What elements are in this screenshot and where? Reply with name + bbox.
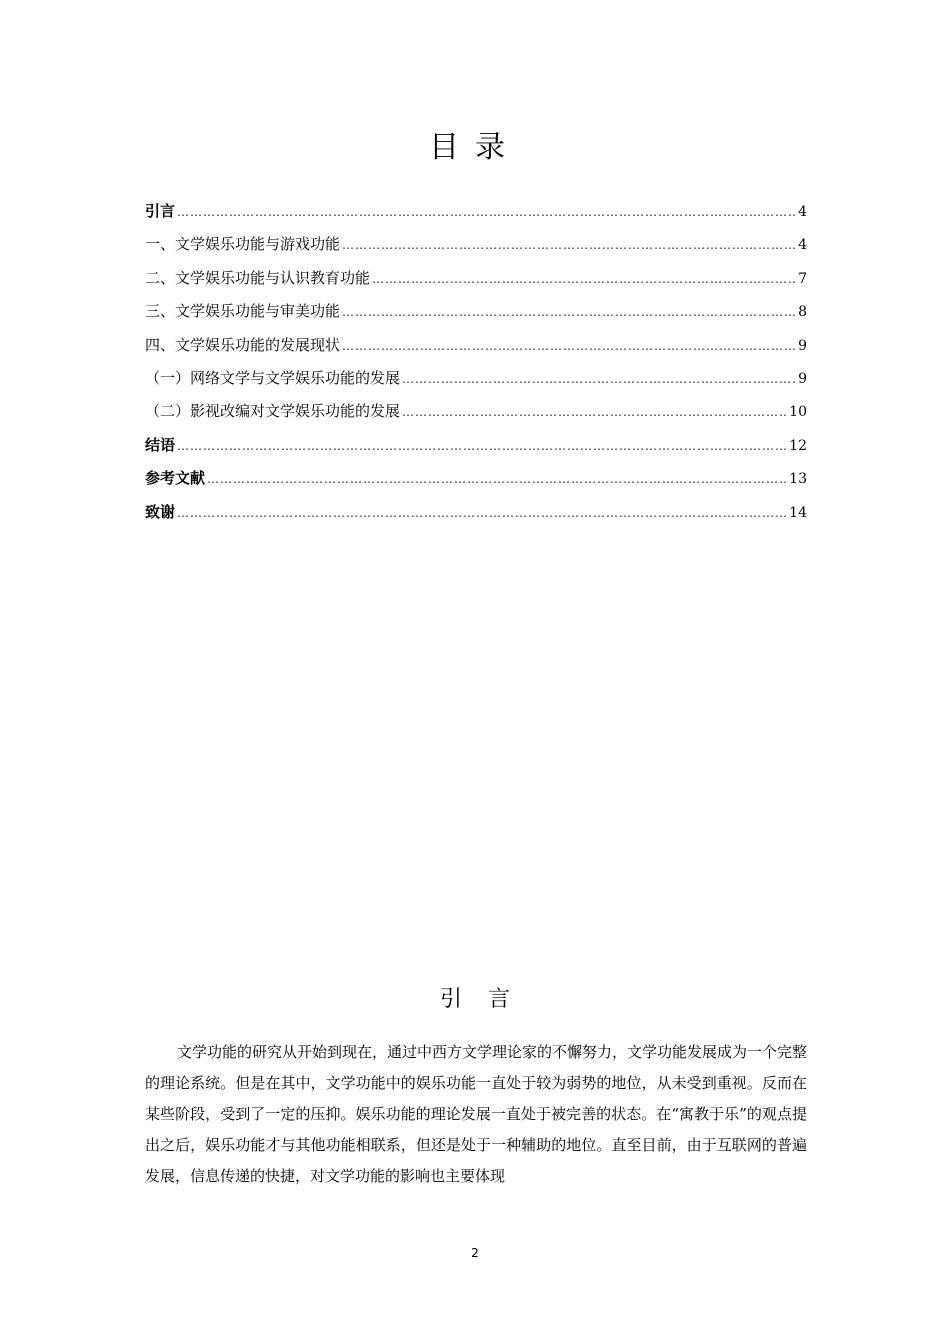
toc-leader-dots: [177, 435, 787, 457]
toc-entry-page: 13: [789, 471, 807, 488]
toc-entry-page: 8: [798, 304, 807, 321]
toc-entry[interactable]: [145, 233, 807, 266]
toc-title: 目录: [429, 130, 521, 165]
toc-entry-page: 12: [789, 437, 807, 454]
toc-leader-dots: [177, 502, 787, 524]
toc-entry[interactable]: [145, 300, 807, 333]
toc-leader-dots: [342, 301, 796, 323]
toc-entry[interactable]: [145, 434, 807, 467]
toc-entry-label: （二）影视改编对文学娱乐功能的发展: [145, 402, 401, 421]
toc-entry-label: 参考文献: [145, 469, 206, 488]
toc-leader-dots: [177, 201, 796, 223]
toc-entry[interactable]: [145, 200, 807, 233]
toc-entry[interactable]: [145, 501, 807, 534]
toc-entry-page: 14: [789, 504, 807, 521]
toc-entry[interactable]: [145, 367, 807, 400]
toc-entry[interactable]: [145, 334, 807, 367]
table-of-contents: [145, 200, 807, 534]
toc-entry-label: 一、文学娱乐功能与游戏功能: [145, 235, 341, 254]
toc-entry-label: 致谢: [145, 502, 176, 521]
toc-entry-page: 4: [798, 237, 807, 254]
toc-leader-dots: [207, 468, 787, 490]
toc-entry-page: 10: [789, 404, 807, 421]
toc-entry-label: 四、文学娱乐功能的发展现状: [145, 335, 341, 354]
toc-entry-label: 引言: [145, 202, 176, 220]
toc-leader-dots: [342, 234, 796, 256]
toc-entry-page: 4: [798, 204, 807, 220]
toc-entry-page: 9: [798, 370, 807, 387]
toc-entry[interactable]: [145, 467, 807, 500]
toc-leader-dots: [402, 401, 787, 423]
toc-entry-label: （一）网络文学与文学娱乐功能的发展: [145, 368, 401, 387]
toc-leader-dots: [402, 368, 796, 390]
toc-leader-dots: [372, 268, 796, 290]
toc-entry-page: 7: [798, 270, 807, 287]
toc-leader-dots: [342, 335, 796, 357]
toc-entry[interactable]: [145, 267, 807, 300]
toc-entry-label: 结语: [145, 435, 176, 454]
page-number: 2: [471, 1246, 479, 1260]
toc-entry[interactable]: [145, 400, 807, 433]
toc-entry-page: 9: [798, 337, 807, 354]
toc-entry-label: 二、文学娱乐功能与认识教育功能: [145, 268, 371, 287]
body-paragraph: 文学功能的研究从开始到现在，通过中西方文学理论家的不懈努力，文学功能发展成为一个完整的理论系统。但是在其中，文学功能中的娱乐功能一直处于较为弱势的地位，从未受到重视。反而在某些阶段，受到了一定的压抑。娱乐功能的理论发展一直处于被完善的状态。在“寓教于乐”的观点提出之后，娱乐功能才与其他功能相联系，但还是处于一种辅助的地位。直至目前，由于互联网的普遍发展，信息传递的快捷，对文学功能的影响也主要体现: [145, 1043, 808, 1185]
section-heading: 引言: [439, 987, 536, 1012]
toc-entry-label: 三、文学娱乐功能与审美功能: [145, 302, 341, 321]
